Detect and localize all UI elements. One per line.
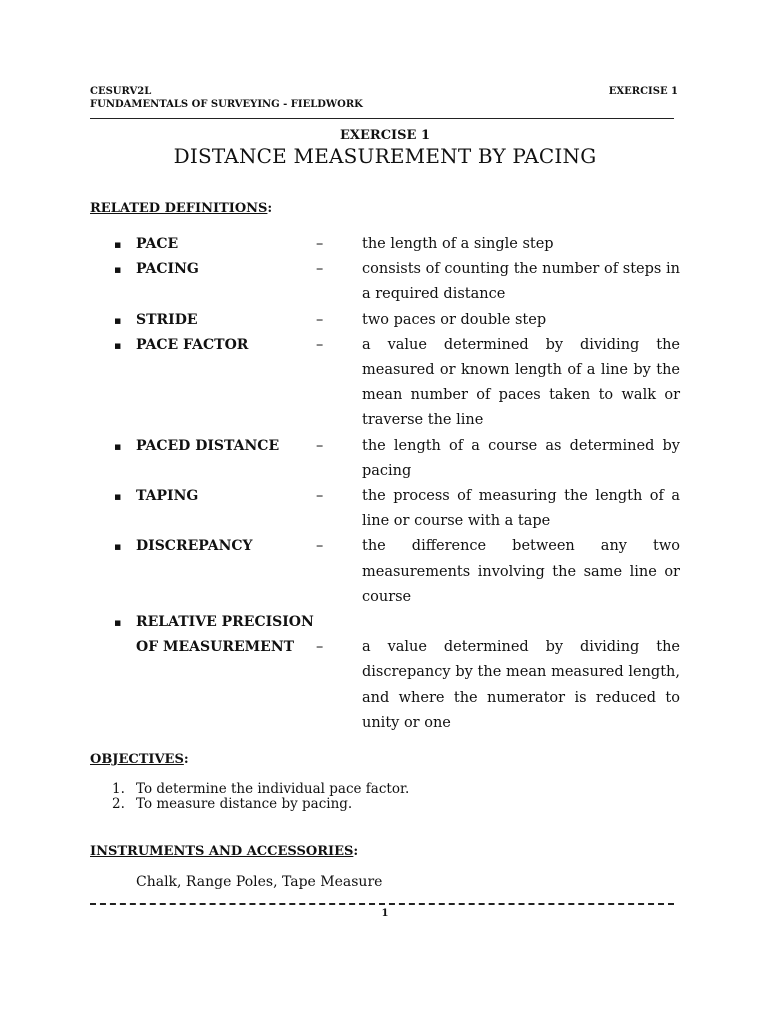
- definition-term: PACE FACTOR: [136, 336, 249, 353]
- definitions-heading-text: RELATED DEFINITIONS: [90, 201, 268, 216]
- bullet-icon: ▪: [114, 263, 122, 277]
- definition-description: the length of a single step: [362, 236, 554, 252]
- definition-dash: –: [316, 437, 324, 454]
- definition-item: [90, 308, 680, 333]
- objective-text: To determine the individual pace factor.: [136, 781, 410, 797]
- definition-term-line1: RELATIVE PRECISION: [136, 614, 314, 631]
- definition-description: the difference between any two measurements involving the same line or course: [362, 538, 680, 605]
- definition-description: a value determined by dividing the discrepancy by the mean measured length, and where the numerator is reduced to unity or one: [362, 639, 680, 731]
- definition-description: two paces or double step: [362, 311, 547, 328]
- definitions-heading: [90, 201, 272, 216]
- definitions-heading-colon: :: [267, 201, 273, 216]
- definition-description: the process of measuring the length of a line or course with a tape: [362, 488, 680, 530]
- definition-dash: –: [316, 311, 324, 328]
- definition-term: DISCREPANCY: [136, 538, 253, 555]
- header-divider: [90, 118, 674, 119]
- bullet-icon: ▪: [114, 338, 122, 352]
- objectives-heading-text: OBJECTIVES: [90, 752, 184, 767]
- definition-description: the length of a course as determined by pacing: [362, 437, 680, 479]
- instruments-heading-text: INSTRUMENTS AND ACCESSORIES: [90, 844, 354, 859]
- definition-term-line2: OF MEASUREMENT: [136, 639, 295, 656]
- bullet-icon: ▪: [114, 439, 122, 453]
- bullet-icon: ▪: [114, 238, 122, 251]
- header-exercise-tag: EXERCISE 1: [608, 86, 678, 97]
- bullet-icon: ▪: [114, 616, 122, 630]
- definition-item: [90, 333, 680, 434]
- bullet-icon: ▪: [114, 490, 122, 504]
- definition-dash: –: [316, 336, 324, 353]
- definition-item: [90, 534, 680, 610]
- instruments-heading: [90, 844, 358, 859]
- instruments-text: Chalk, Range Poles, Tape Measure: [136, 874, 383, 890]
- definitions-list: [90, 232, 680, 736]
- bullet-icon: ▪: [114, 540, 122, 554]
- objective-number: 1.: [112, 781, 125, 797]
- objective-number: 2.: [112, 796, 125, 812]
- footer-divider: [90, 903, 674, 905]
- definition-description: a value determined by dividing the measured or known length of a line by the mean number of paces taken to walk or traverse the line: [362, 336, 680, 429]
- definition-item: [90, 232, 680, 257]
- definition-dash: –: [316, 639, 324, 656]
- objectives-heading-colon: :: [183, 752, 189, 767]
- definition-dash: –: [316, 488, 324, 505]
- document-page: [90, 0, 680, 1024]
- definition-term: PACE: [136, 236, 179, 252]
- page-number: 1: [381, 908, 389, 919]
- definition-term: PACED DISTANCE: [136, 437, 280, 454]
- definition-term: PACING: [136, 261, 199, 278]
- exercise-title: DISTANCE MEASUREMENT BY PACING: [173, 144, 597, 168]
- definition-item: [90, 610, 680, 736]
- objectives-list: [112, 782, 409, 812]
- objective-text: To measure distance by pacing.: [136, 796, 353, 812]
- definition-dash: –: [316, 538, 324, 555]
- definition-dash: –: [316, 236, 324, 252]
- header-left: [90, 85, 363, 111]
- definition-dash: –: [316, 261, 324, 278]
- bullet-icon: ▪: [114, 313, 122, 327]
- instruments-heading-colon: :: [353, 844, 359, 859]
- objectives-heading: [90, 752, 189, 767]
- course-name: FUNDAMENTALS OF SURVEYING - FIELDWORK: [90, 99, 363, 110]
- definition-term: TAPING: [136, 488, 199, 505]
- definition-item: [90, 484, 680, 534]
- definition-item: [90, 434, 680, 484]
- objective-item: [112, 782, 409, 797]
- objective-item: [112, 797, 409, 812]
- course-code: CESURV2L: [90, 86, 152, 97]
- definition-item: [90, 257, 680, 307]
- definition-term: STRIDE: [136, 311, 198, 328]
- definition-description: consists of counting the number of steps in a required distance: [362, 261, 680, 303]
- exercise-label: EXERCISE 1: [339, 128, 430, 143]
